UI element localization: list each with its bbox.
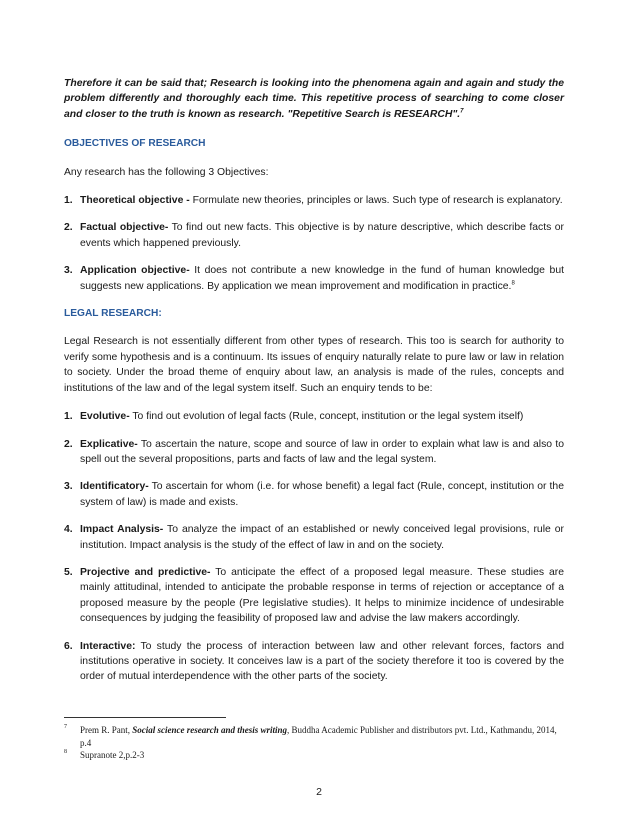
- legal-item-1: [64, 409, 564, 424]
- footnote-7: [64, 724, 564, 749]
- item-number: 2.: [64, 438, 73, 450]
- objective-item-2: [64, 220, 564, 251]
- footnote-rest: , Buddha Academic Publisher and distributors pvt. Ltd., Kathmandu, 2014, p.4: [80, 725, 557, 748]
- item-text: To find out new facts. This objective is by nature descriptive, which describe facts or events which happened previously.: [80, 222, 564, 249]
- item-term: Interactive:: [80, 640, 136, 652]
- item-text: To ascertain the nature, scope and source of law in order to explain what law is and also to spell out the several propositions, parts and facts of law and the legal system.: [80, 438, 564, 465]
- footnote-8: [64, 749, 564, 762]
- footnote-mark: 8: [64, 749, 67, 755]
- page-number: 2: [316, 786, 322, 798]
- item-text: It does not contribute a new knowledge in the fund of human knowledge but suggests new applications. By application we mean improvement and modification in practice.: [80, 265, 564, 292]
- item-number: 2.: [64, 222, 73, 234]
- item-term: Identificatory-: [80, 481, 149, 493]
- item-term: Application objective-: [80, 265, 190, 277]
- footnote-author: Supranote 2,p.2-3: [80, 750, 145, 760]
- legal-research-heading: LEGAL RESEARCH:: [64, 308, 162, 320]
- objectives-lead: Any research has the following 3 Objectives:: [64, 166, 269, 178]
- footnote-author: Prem R. Pant,: [80, 725, 133, 735]
- item-text: To find out evolution of legal facts (Rule, concept, institution or the legal system itself): [129, 411, 524, 423]
- footnotes: [64, 724, 564, 762]
- document-body: [64, 76, 564, 697]
- intro-paragraph: [64, 76, 564, 122]
- item-number: 5.: [64, 566, 73, 578]
- item-term: Factual objective-: [80, 222, 169, 234]
- legal-item-6: [64, 639, 564, 685]
- intro-text: Therefore it can be said that; Research is looking into the phenomena again and again and study the problem differently and thoroughly each time. This repetitive process of searching to come closer and closer to the truth is known as research. "Repetitive Search is RESEARCH".: [64, 78, 564, 120]
- objectives-heading: OBJECTIVES OF RESEARCH: [64, 138, 206, 150]
- item-term: Theoretical objective -: [80, 195, 190, 207]
- objective-item-3: [64, 263, 564, 294]
- item-text: To ascertain for whom (i.e. for whose benefit) a legal fact (Rule, concept, institution or the system of law) is made and exists.: [80, 481, 564, 508]
- item-term: Evolutive-: [80, 411, 130, 423]
- item-number: 4.: [64, 524, 73, 536]
- footnote-divider: [64, 717, 226, 718]
- item-term: Explicative-: [80, 438, 138, 450]
- legal-research-paragraph: Legal Research is not essentially different from other types of research. This too is search for authority to verify some hypothesis and is a continuum. Its issues of enquiry naturally relate to pure law or law in relation to society. Under the broad theme of enquiry about law, an analysis is made of the rules, concepts and institutions of the law and of the legal system itself. Such an enquiry tends to be:: [64, 336, 564, 394]
- legal-item-2: [64, 437, 564, 468]
- objective-item-1: [64, 193, 564, 208]
- footnote-ref-8: 8: [511, 280, 515, 287]
- legal-item-4: [64, 522, 564, 553]
- item-term: Impact Analysis-: [80, 524, 164, 536]
- legal-item-3: [64, 479, 564, 510]
- item-number: 3.: [64, 265, 73, 277]
- item-term: Projective and predictive-: [80, 566, 211, 578]
- item-text: Formulate new theories, principles or laws. Such type of research is explanatory.: [189, 195, 563, 207]
- item-text: To analyze the impact of an established or newly conceived legal provisions, rule or institution. Impact analysis is the study of the effect of law in and on the society.: [80, 524, 564, 551]
- item-number: 1.: [64, 411, 73, 423]
- item-text: To anticipate the effect of a proposed legal measure. These studies are mainly attitudinal, intended to anticipate the probable response in terms of rejection or acceptance of a proposed measure by the people (Pre legislative studies). It helps to minimize incidence of undesirable consequences by judging the feasibility of proposed law and advise the law makers accordingly.: [80, 566, 565, 625]
- item-number: 3.: [64, 481, 73, 493]
- item-number: 6.: [64, 640, 73, 652]
- item-text: To study the process of interaction between law and other relevant forces, factors and institutions operative in society. It conceives law is a part of the society therefore it too is covered by the order of mutual interdependence with the other parts of the society.: [80, 640, 564, 683]
- footnote-ref-7: 7: [460, 108, 464, 115]
- item-number: 1.: [64, 195, 73, 207]
- legal-item-5: [64, 565, 564, 627]
- footnote-title: Social science research and thesis writing: [132, 725, 288, 735]
- footnote-mark: 7: [64, 724, 67, 730]
